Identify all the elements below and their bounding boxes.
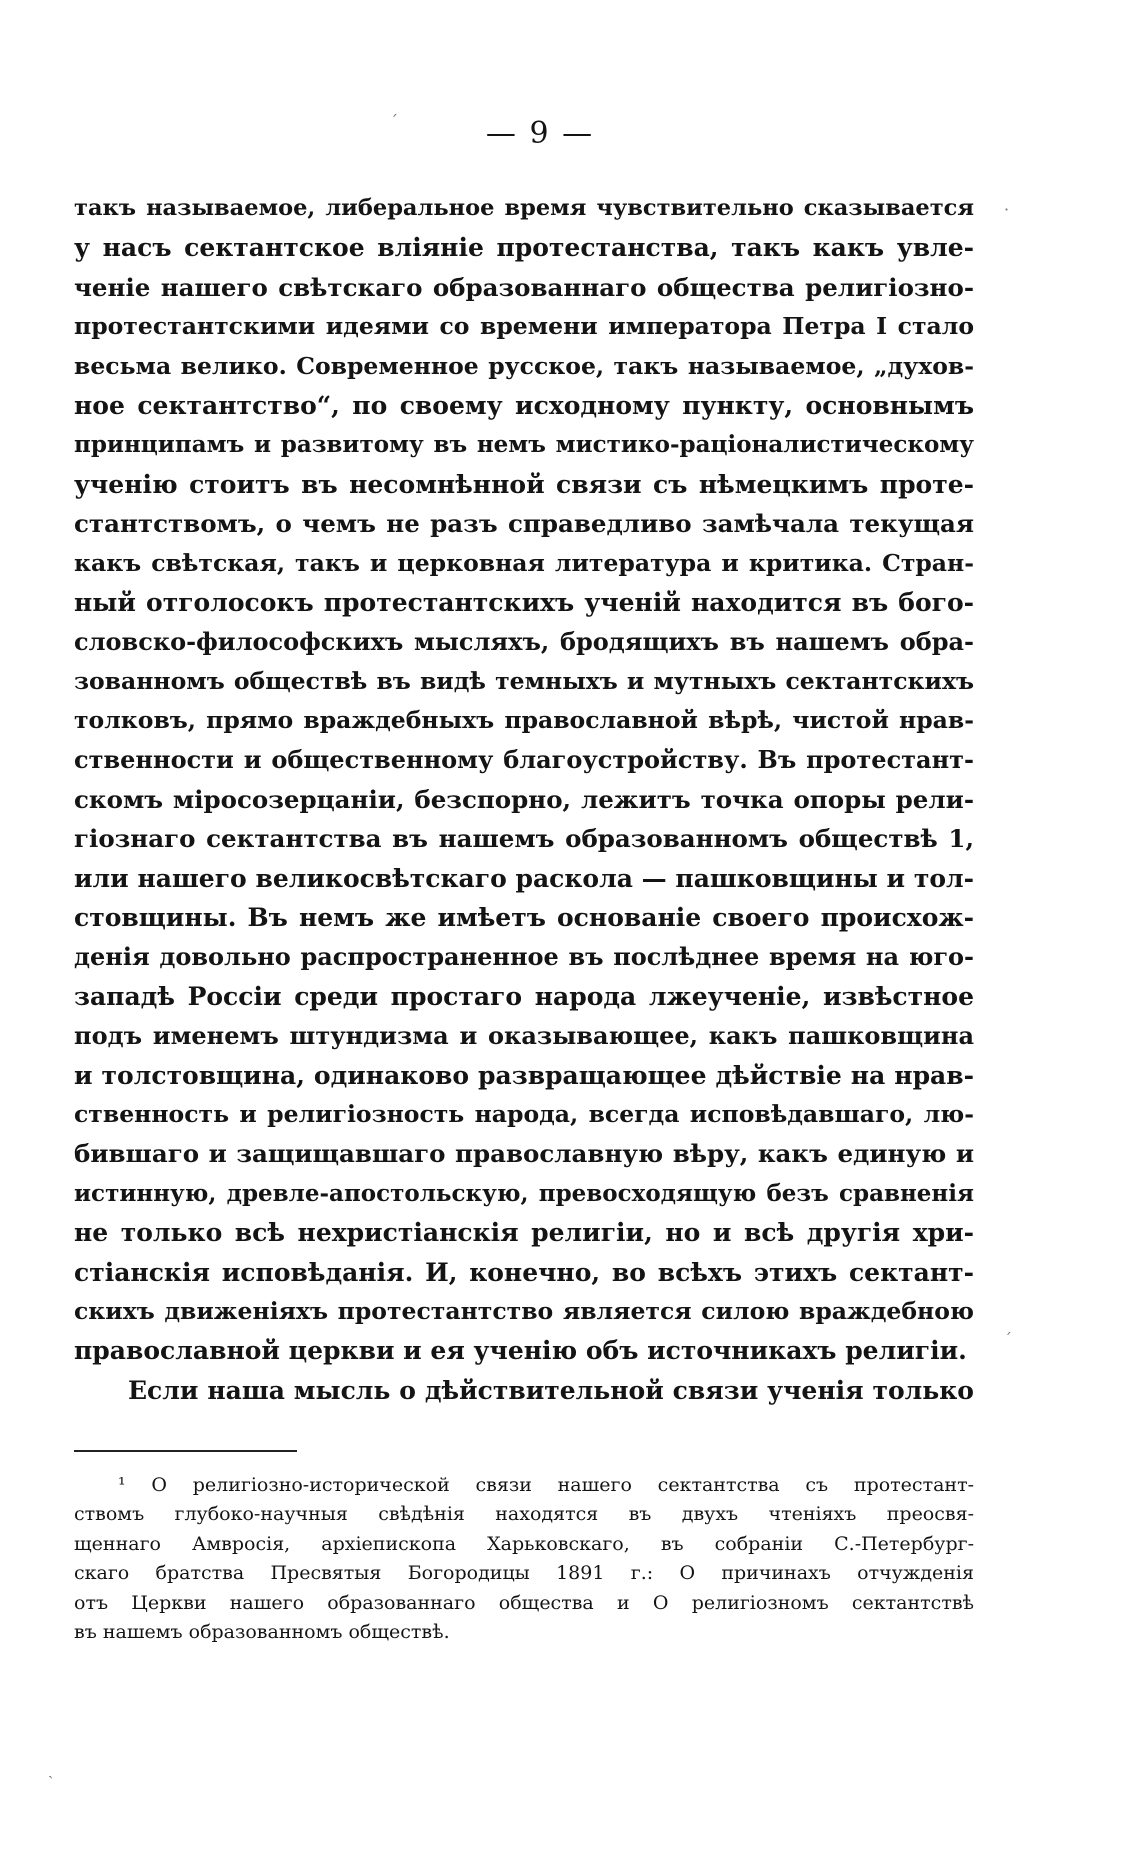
text-line: денія довольно распространенное въ послѣднее время на юго- — [74, 942, 974, 972]
text-line: у насъ сектантское вліяніе протестанства, такъ какъ увле- — [74, 233, 974, 263]
text-line: ченіе нашего свѣтскаго образованнаго общества религіозно- — [74, 272, 974, 302]
text-line: словско-философскихъ мысляхъ, бродящихъ въ нашемъ обра- — [74, 627, 974, 657]
text-line: ственность и религіозность народа, всегда исповѣдавшаго, лю- — [74, 1099, 974, 1128]
scan-speck: ˎ — [48, 1760, 54, 1779]
text-line: ный отголосокъ протестантскихъ ученій находится въ бого- — [74, 587, 974, 617]
text-line: скихъ движеніяхъ протестантство является силою враждебною — [74, 1296, 974, 1325]
footnote-divider — [74, 1450, 297, 1452]
text-line: ученію стоитъ въ несомнѣнной связи съ нѣмецкимъ проте- — [74, 469, 974, 499]
footnote-line: щеннаго Амвросія, архіепископа Харьковскаго, въ собраніи С.-Петербург- — [74, 1532, 974, 1555]
text-line: скомъ міросозерцаніи, безспорно, лежитъ точка опоры рели- — [74, 784, 974, 814]
text-line: стіанскія исповѣданія. И, конечно, во всѣхъ этихъ сектант- — [74, 1257, 974, 1287]
text-line: не только всѣ нехристіанскія религіи, но и всѣ другія хри- — [74, 1218, 974, 1248]
scan-speck: ˊ — [1004, 1330, 1012, 1349]
text-line: принципамъ и развитому въ немъ мистико-раціоналистическому — [74, 431, 974, 459]
footnote-line: ствомъ глубоко-научныя свѣдѣнія находятся въ двухъ чтеніяхъ преосвя- — [74, 1503, 974, 1526]
footnote — [74, 1471, 974, 1647]
text-line: бившаго и защищавшаго православную вѣру, какъ единую и — [74, 1139, 974, 1169]
text-line: ственности и общественному благоустройству. Въ протестант- — [74, 745, 974, 775]
text-line: протестантскими идеями со времени императора Петра I стало — [74, 312, 974, 341]
text-line: Если наша мысль о дѣйствительной связи ученія только — [128, 1375, 974, 1405]
footnote-line: скаго братства Пресвятыя Богородицы 1891 г.: О причинахъ отчужденія — [74, 1562, 974, 1585]
footnote-line: отъ Церкви нашего образованнаго общества и О религіозномъ сектантствѣ — [74, 1591, 974, 1614]
text-line: стовщины. Въ немъ же имѣетъ основаніе своего происхож- — [74, 903, 974, 933]
footnote-line: въ нашемъ образованномъ обществѣ. — [74, 1620, 450, 1643]
text-line: такъ называемое, либеральное время чувствительно сказывается — [74, 195, 974, 221]
footnote-line: ¹ О религіозно-исторической связи нашего сектантства съ протестант- — [118, 1474, 974, 1496]
text-line: весьма велико. Современное русское, такъ называемое, „духов- — [74, 351, 974, 380]
text-line: или нашего великосвѣтскаго раскола — пашковщины и тол- — [74, 863, 974, 893]
page-number: — 9 — — [485, 116, 595, 151]
text-line: стантствомъ, о чемъ не разъ справедливо замѣчала текущая — [74, 509, 974, 539]
text-line: толковъ, прямо враждебныхъ православной вѣрѣ, чистой нрав- — [74, 706, 974, 735]
text-line: западѣ Россіи среди простаго народа лжеученіе, извѣстное — [74, 981, 974, 1011]
text-line: и толстовщина, одинаково развращающее дѣйствіе на нрав- — [74, 1060, 974, 1090]
scan-speck: ˊ — [390, 112, 398, 131]
text-line: ное сектантство“, по своему исходному пункту, основнымъ — [74, 390, 974, 420]
text-line: истинную, древле-апостольскую, превосходящую безъ сравненія — [74, 1179, 974, 1207]
text-line: гіознаго сектантства въ нашемъ образованномъ обществѣ 1, — [74, 824, 974, 854]
text-line: какъ свѣтская, такъ и церковная литература и критика. Стран- — [74, 548, 974, 577]
scan-speck: · — [1004, 200, 1010, 219]
text-line: православной церкви и ея ученію объ источникахъ религіи. — [74, 1336, 967, 1366]
body-text — [74, 189, 974, 1410]
text-line: подъ именемъ штундизма и оказывающее, какъ пашковщина — [74, 1021, 974, 1051]
text-line: зованномъ обществѣ въ видѣ темныхъ и мутныхъ сектантскихъ — [74, 666, 974, 695]
